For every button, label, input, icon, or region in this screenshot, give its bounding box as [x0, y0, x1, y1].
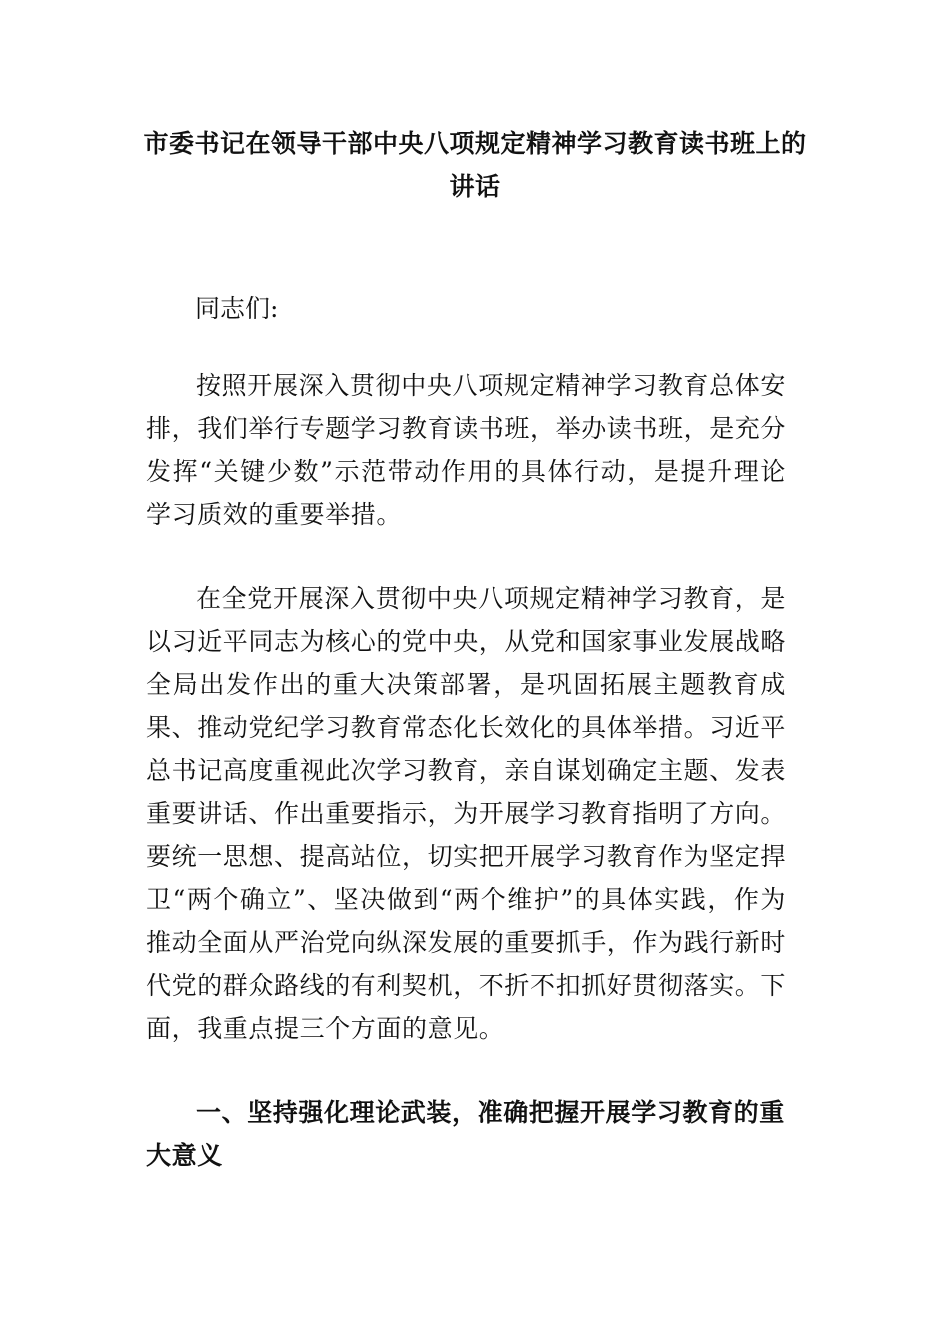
- paragraph-1: 按照开展深入贯彻中央八项规定精神学习教育总体安排，我们举行专题学习教育读书班，举办读书班，是充分发挥“关键少数”示范带动作用的具体行动，是提升理论学习质效的重要举措。: [146, 371, 787, 529]
- paragraph-2: 在全党开展深入贯彻中央八项规定精神学习教育，是以习近平同志为核心的党中央，从党和国家事业发展战略全局出发作出的重大决策部署，是巩固拓展主题教育成果、推动党纪学习教育常态化长效化的具体举措。习近平总书记高度重视此次学习教育，亲自谋划确定主题、发表重要讲话、作出重要指示，为开展学习教育指明了方向。要统一思想、提高站位，切实把开展学习教育作为坚定捍卫“两个确立”、坚决做到“两个维护”的具体实践，作为推动全面从严治党向纵深发展的重要抓手，作为践行新时代党的群众路线的有利契机，不折不扣抓好贯彻落实。下面，我重点提三个方面的意见。: [146, 584, 787, 1043]
- section-heading-1: 一、坚持强化理论武装，准确把握开展学习教育的重大意义: [146, 1098, 785, 1170]
- document-title: 市委书记在领导干部中央八项规定精神学习教育读书班上的讲话: [143, 129, 807, 201]
- salutation: 同志们:: [195, 294, 279, 323]
